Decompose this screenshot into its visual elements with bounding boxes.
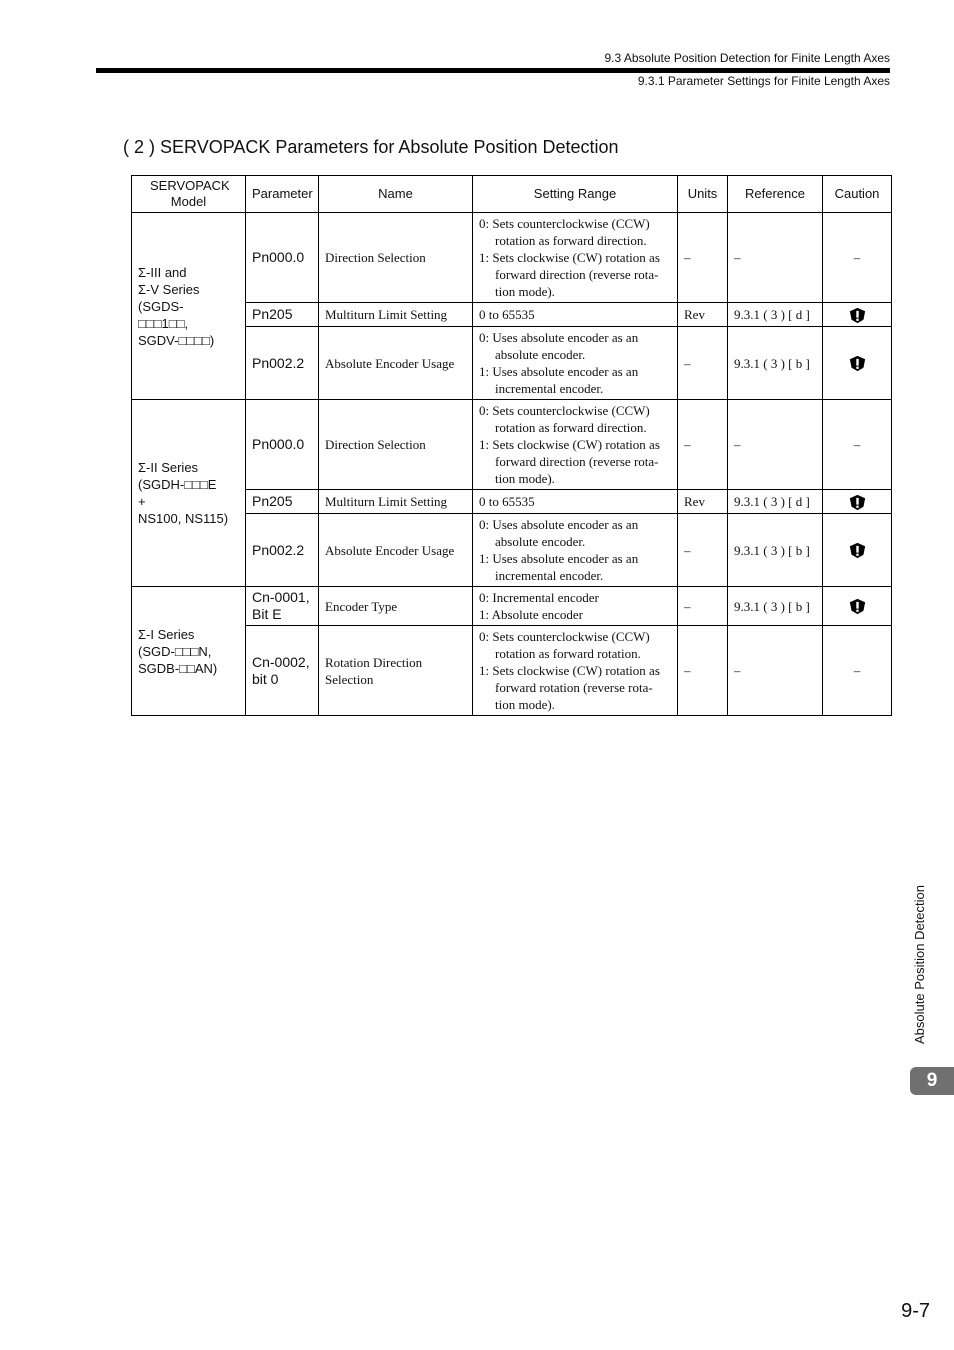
parameter-cell: [246, 587, 319, 626]
col-header-model: SERVOPACK Model: [132, 176, 246, 213]
caution-icon: [849, 494, 866, 511]
reference-cell: –: [728, 213, 823, 303]
parameter-line: Pn205: [252, 493, 293, 509]
caution-cell: –: [823, 400, 892, 490]
parameter-line: Pn002.2: [252, 354, 305, 371]
setting-range-cell: [473, 327, 678, 400]
units-cell: –: [678, 587, 728, 626]
setting-range-line: 0 to 65535: [479, 494, 535, 509]
name-cell: Rotation Direction Selection: [319, 626, 473, 716]
reference-cell: 9.3.1 ( 3 ) [ b ]: [728, 514, 823, 587]
setting-range-line: 1: Sets clockwise (CW) rotation as forward rotation (reverse rota-tion mode).: [479, 663, 660, 712]
parameter-line: Pn000.0: [252, 249, 305, 265]
header-subsection: 9.3.1 Parameter Settings for Finite Length Axes: [637, 74, 890, 88]
parameter-cell: [246, 490, 319, 514]
units-cell: –: [678, 327, 728, 400]
setting-range-cell: [473, 213, 678, 303]
table-row: [132, 514, 892, 587]
setting-range-line: 0: Uses absolute encoder as an absolute encoder.: [479, 330, 639, 362]
table-row: [132, 626, 892, 716]
page-number: 9-7: [901, 1300, 930, 1322]
model-line: □□□1□□,: [138, 315, 189, 331]
setting-range-line: 0: Sets counterclockwise (CCW) rotation as forward direction.: [479, 216, 650, 248]
header-rule: [96, 68, 890, 73]
units-cell: Rev: [678, 490, 728, 514]
setting-range-line: 0: Sets counterclockwise (CCW) rotation as forward direction.: [479, 403, 650, 435]
caution-cell: –: [823, 626, 892, 716]
units-cell: –: [678, 213, 728, 303]
model-line: SGDB-□□AN): [138, 660, 218, 676]
model-line: (SGDH-□□□E: [138, 477, 217, 492]
model-line: (SGD-□□□N,: [138, 643, 212, 659]
name-cell: Direction Selection: [319, 400, 473, 490]
model-cell: [132, 400, 246, 587]
setting-range-line: 0: Incremental encoder: [479, 590, 599, 605]
setting-range-line: 0 to 65535: [479, 307, 535, 322]
caution-icon: [849, 598, 866, 615]
name-cell: Multiturn Limit Setting: [319, 490, 473, 514]
caution-cell: –: [823, 213, 892, 303]
setting-range-line: 1: Uses absolute encoder as an incremental encoder.: [479, 364, 639, 396]
table-row: [132, 327, 892, 400]
col-header-reference: Reference: [728, 176, 823, 213]
col-header-units: Units: [678, 176, 728, 213]
table-row: [132, 213, 892, 303]
caution-icon: [849, 355, 866, 372]
parameter-line: Bit E: [252, 606, 282, 622]
caution-cell: [823, 327, 892, 400]
name-cell: Encoder Type: [319, 587, 473, 626]
caution-icon: [849, 542, 866, 559]
model-line: NS100, NS115): [138, 511, 229, 526]
model-line: Σ-II Series: [138, 460, 199, 475]
parameter-line: Pn002.2: [252, 541, 305, 558]
reference-cell: –: [728, 400, 823, 490]
model-line: Σ-I Series: [138, 626, 195, 642]
reference-cell: 9.3.1 ( 3 ) [ b ]: [728, 587, 823, 626]
reference-cell: 9.3.1 ( 3 ) [ b ]: [728, 327, 823, 400]
col-header-range: Setting Range: [473, 176, 678, 213]
reference-cell: 9.3.1 ( 3 ) [ d ]: [728, 490, 823, 514]
parameter-cell: [246, 303, 319, 327]
side-chapter-label: Absolute Position Detection: [912, 885, 927, 1044]
setting-range-line: 1: Sets clockwise (CW) rotation as forward direction (reverse rota-tion mode).: [479, 437, 660, 486]
table-row: [132, 490, 892, 514]
reference-cell: 9.3.1 ( 3 ) [ d ]: [728, 303, 823, 327]
table-row: [132, 400, 892, 490]
name-cell: Absolute Encoder Usage: [319, 514, 473, 587]
setting-range-line: 1: Sets clockwise (CW) rotation as forward direction (reverse rota-tion mode).: [479, 250, 660, 299]
parameter-cell: [246, 514, 319, 587]
units-cell: Rev: [678, 303, 728, 327]
units-cell: –: [678, 514, 728, 587]
setting-range-line: 1: Uses absolute encoder as an incremental encoder.: [479, 551, 639, 583]
table-row: [132, 303, 892, 327]
parameter-cell: [246, 626, 319, 716]
section-title: ( 2 ) SERVOPACK Parameters for Absolute Position Detection: [123, 137, 619, 157]
model-line: Σ-III and: [138, 264, 187, 280]
caution-cell: [823, 303, 892, 327]
table-header-row: [132, 176, 892, 213]
model-line: Σ-V Series: [138, 281, 200, 297]
parameter-line: Pn000.0: [252, 436, 305, 452]
parameter-line: Pn205: [252, 306, 293, 322]
model-cell: [132, 213, 246, 400]
parameter-cell: [246, 213, 319, 303]
parameter-line: bit 0: [252, 670, 279, 687]
chapter-tab: 9: [910, 1067, 954, 1095]
col-header-parameter: Parameter: [246, 176, 319, 213]
col-header-name: Name: [319, 176, 473, 213]
setting-range-cell: [473, 626, 678, 716]
caution-icon: [849, 307, 866, 324]
setting-range-cell: [473, 514, 678, 587]
name-cell: Absolute Encoder Usage: [319, 327, 473, 400]
setting-range-cell: [473, 587, 678, 626]
model-cell: [132, 587, 246, 716]
setting-range-line: 0: Sets counterclockwise (CCW) rotation as forward rotation.: [479, 629, 650, 661]
parameter-cell: [246, 400, 319, 490]
units-cell: –: [678, 626, 728, 716]
caution-cell: [823, 490, 892, 514]
name-cell: Multiturn Limit Setting: [319, 303, 473, 327]
setting-range-cell: [473, 490, 678, 514]
setting-range-cell: [473, 400, 678, 490]
setting-range-line: 0: Uses absolute encoder as an absolute encoder.: [479, 517, 639, 549]
setting-range-cell: [473, 303, 678, 327]
name-cell: Direction Selection: [319, 213, 473, 303]
setting-range-line: 1: Absolute encoder: [479, 607, 583, 622]
parameter-line: Cn-0002,: [252, 653, 310, 670]
col-header-caution: Caution: [823, 176, 892, 213]
caution-cell: [823, 587, 892, 626]
units-cell: –: [678, 400, 728, 490]
parameter-cell: [246, 327, 319, 400]
table-row: [132, 587, 892, 626]
parameter-line: Cn-0001,: [252, 589, 310, 605]
model-line: SGDV-□□□□): [138, 332, 215, 348]
model-line: +: [138, 494, 146, 509]
reference-cell: –: [728, 626, 823, 716]
header-section: 9.3 Absolute Position Detection for Finite Length Axes: [604, 51, 890, 65]
model-line: (SGDS-: [138, 298, 184, 314]
caution-cell: [823, 514, 892, 587]
parameters-table: [131, 175, 892, 716]
